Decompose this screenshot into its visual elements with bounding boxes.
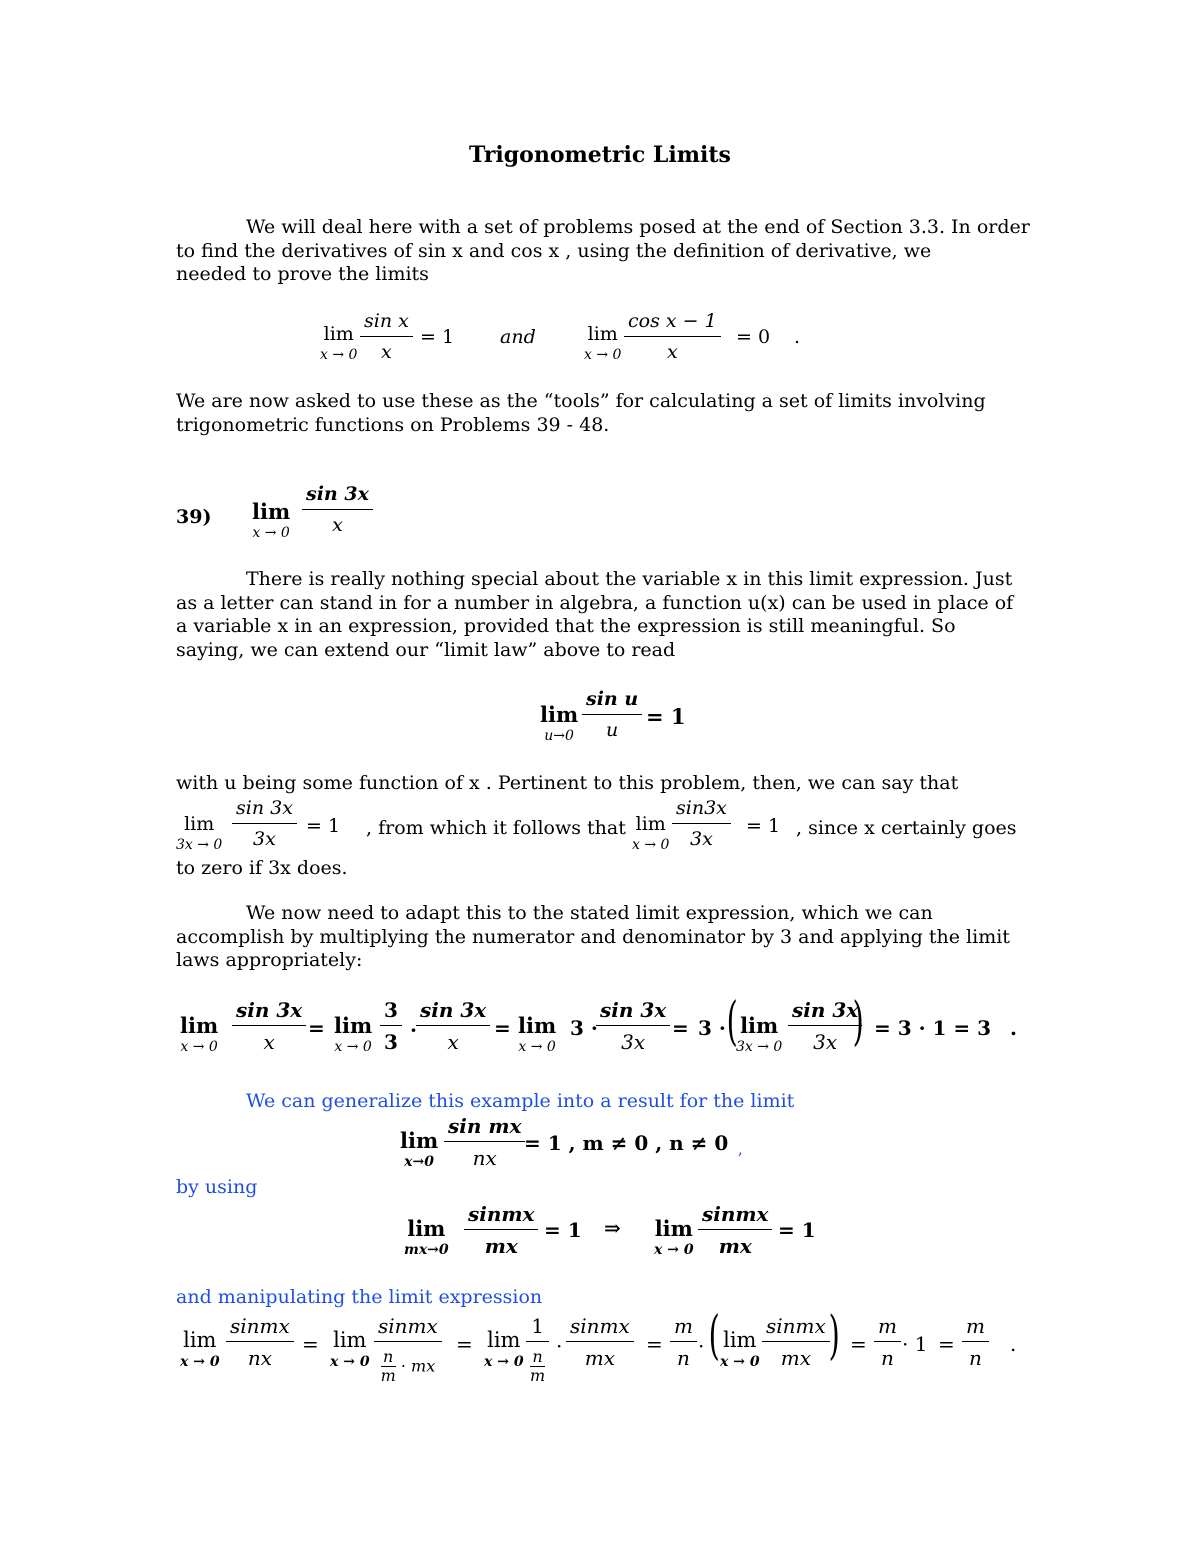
equals-sign: = — [308, 1016, 325, 1040]
pertinent-mid-text: , from which it follows that — [366, 817, 626, 839]
three-dot: 3 · — [570, 1016, 598, 1040]
fraction-sin-u-over-u: $\frac{\text{sin u}}{u}$ — [582, 690, 642, 740]
lim-operator: lim x → 0 — [330, 1328, 370, 1370]
adapt-paragraph — [176, 902, 1036, 973]
lim-operator: lim 3x → 0 — [736, 1013, 783, 1055]
intro-line-3: needed to prove the limits — [176, 263, 429, 285]
fraction-sinmx-over-mx: $\frac{\text{sinmx}}{mx}$ — [464, 1204, 538, 1256]
fraction-sin-x-over-x: $\frac{\text{sin x}}{x}$ — [360, 312, 413, 362]
fraction-m-over-n: $\frac{m}{n}$ — [962, 1316, 989, 1368]
lim-operator: lim u→0 — [540, 702, 579, 744]
left-paren: ( — [708, 1306, 720, 1366]
explain-paragraph — [176, 568, 1036, 662]
equals-sign: = — [646, 1332, 663, 1356]
equals-sign: = — [456, 1332, 473, 1356]
pertinent-tail-text: , since x certainly goes — [796, 817, 1017, 839]
lim-operator: lim x → 0 — [484, 1328, 524, 1370]
fraction-sinmx-over-mx: $\frac{\text{sinmx}}{mx}$ — [698, 1204, 772, 1256]
fraction-cos-x-minus-1-over-x: $\frac{\text{cos x − 1}}{x}$ — [624, 312, 721, 362]
intro-paragraph — [176, 216, 1036, 287]
equals-sign: = — [494, 1016, 511, 1040]
lim-operator: lim x → 0 — [584, 323, 622, 363]
fraction-sinmx-over-mx: $\frac{\text{sinmx}}{mx}$ — [762, 1316, 830, 1368]
page-title: Trigonometric Limits — [469, 142, 731, 168]
period: . — [1010, 1332, 1017, 1356]
fraction-sin3x-over-x: $\frac{\sin 3x}{x}$ — [416, 1000, 490, 1052]
equals-one: = 1 — [746, 815, 781, 837]
fraction-m-over-n: $\frac{m}{n}$ — [670, 1316, 697, 1368]
tools-line-1: We are now asked to use these as the “tools” for calculating a set of limits involving — [176, 390, 986, 412]
fraction-m-over-n: $\frac{m}{n}$ — [874, 1316, 901, 1368]
equals-one: = 1 — [778, 1218, 816, 1242]
lim-operator: lim mx→0 — [404, 1216, 449, 1258]
fraction-sin3x-over-x: $\frac{\sin 3x}{x}$ — [232, 1000, 306, 1052]
right-paren: ) — [828, 1306, 840, 1366]
implies-arrow: ⇒ — [604, 1216, 621, 1240]
fraction-sin3x-over-x: $\frac{\sin 3x}{x}$ — [302, 485, 373, 535]
tools-line-2: trigonometric functions on Problems 39 - 48. — [176, 413, 610, 436]
lim-operator: lim x → 0 — [252, 499, 291, 541]
lim-operator: lim x → 0 — [654, 1216, 694, 1258]
fraction-sin3x-over-3x: $\frac{\sin 3x}{3x}$ — [232, 799, 297, 849]
equals-one: = 1 — [420, 326, 455, 348]
and-text: and — [500, 326, 536, 348]
lim-operator: lim x → 0 — [334, 1013, 373, 1055]
fraction-sin3x-over-3x: $\frac{\sin 3x}{3x}$ — [596, 1000, 670, 1052]
period: . — [1010, 1016, 1017, 1040]
pertinent-line-3-wrap — [176, 857, 1036, 881]
equals-one: = 1 — [646, 704, 686, 729]
intro-line-1: We will deal here with a set of problems posed at the end of Section 3.3. In order — [246, 216, 1030, 238]
explain-line-4: saying, we can extend our “limit law” above to read — [176, 638, 676, 661]
lim-operator: lim x → 0 — [180, 1013, 219, 1055]
left-paren: ( — [726, 992, 738, 1052]
right-paren: ) — [852, 992, 864, 1052]
explain-line-1: There is really nothing special about the variable x in this limit expression. Just — [246, 568, 1013, 590]
equals-one: = 1 — [306, 815, 341, 837]
problem-number: 39) — [176, 506, 212, 528]
fraction-sinmx-over-n-m-mx: sinmx $\frac{n}{m}$ · mx — [374, 1316, 442, 1386]
equals-sign: = — [850, 1332, 867, 1356]
adapt-line-2: accomplish by multiplying the numerator and denominator by 3 and applying the limit — [176, 925, 1010, 948]
fraction-sin-mx-over-nx: $\frac{\text{sin mx}}{nx}$ — [444, 1116, 525, 1168]
dot: · — [556, 1334, 563, 1358]
lim-operator: lim 3x → 0 — [176, 813, 223, 853]
lim-operator: lim x → 0 — [632, 813, 670, 853]
equals-zero: = 0 — [736, 326, 771, 348]
three-dot: 3 · — [698, 1016, 726, 1040]
fraction-sinmx-over-mx: $\frac{\text{sinmx}}{mx}$ — [566, 1316, 634, 1368]
pertinent-line-1: with u being some function of x . Pertinent to this problem, then, we can say that — [176, 772, 959, 794]
lim-operator: lim x → 0 — [720, 1328, 760, 1370]
fraction-1-over-n-over-m: 1 n m — [526, 1316, 549, 1386]
dot: · — [698, 1334, 705, 1358]
by-using-text: by using — [176, 1176, 258, 1198]
generalize-text: We can generalize this example into a result for the limit — [246, 1090, 795, 1112]
trailing-comma: , — [738, 1140, 743, 1158]
dot-one: · 1 — [902, 1332, 928, 1356]
explain-line-2: as a letter can stand in for a number in algebra, a function u(x) can be used in place of — [176, 591, 1014, 614]
period: . — [794, 326, 801, 348]
lim-operator: lim x → 0 — [180, 1328, 220, 1370]
pertinent-line-3: to zero if 3x does. — [176, 857, 348, 879]
fraction-3-over-3: $\frac{3}{3}$ — [380, 1000, 402, 1052]
adapt-line-1: We now need to adapt this to the stated limit expression, which we can — [246, 902, 933, 924]
result: = 3 · 1 = 3 — [874, 1016, 992, 1040]
equals-one: = 1 — [544, 1218, 582, 1242]
tools-paragraph — [176, 390, 1036, 437]
equals-sign: = — [938, 1332, 955, 1356]
explain-line-3: a variable x in an expression, provided that the expression is still meaningful. So — [176, 615, 956, 637]
equals-sign: = — [672, 1016, 689, 1040]
adapt-line-3: laws appropriately: — [176, 949, 363, 971]
fraction-sin3x-over-3x: $\frac{\sin 3x}{3x}$ — [788, 1000, 862, 1052]
conditions: = 1 , m ≠ 0 , n ≠ 0 — [524, 1131, 729, 1155]
fraction-sinmx-over-nx: $\frac{\text{sinmx}}{nx}$ — [226, 1316, 294, 1368]
pertinent-line-1-wrap — [176, 772, 1036, 796]
dot: · — [410, 1018, 417, 1042]
lim-operator: lim x → 0 — [320, 323, 358, 363]
intro-line-2: to find the derivatives of sin x and cos x , using the definition of derivative, we — [176, 239, 932, 262]
lim-operator: lim x→0 — [400, 1128, 439, 1170]
fraction-sin3x-over-3x: $\frac{\sin 3x}{3x}$ — [672, 799, 731, 849]
manipulating-text: and manipulating the limit expression — [176, 1286, 543, 1308]
lim-operator: lim x → 0 — [518, 1013, 557, 1055]
equals-sign: = — [302, 1332, 319, 1356]
